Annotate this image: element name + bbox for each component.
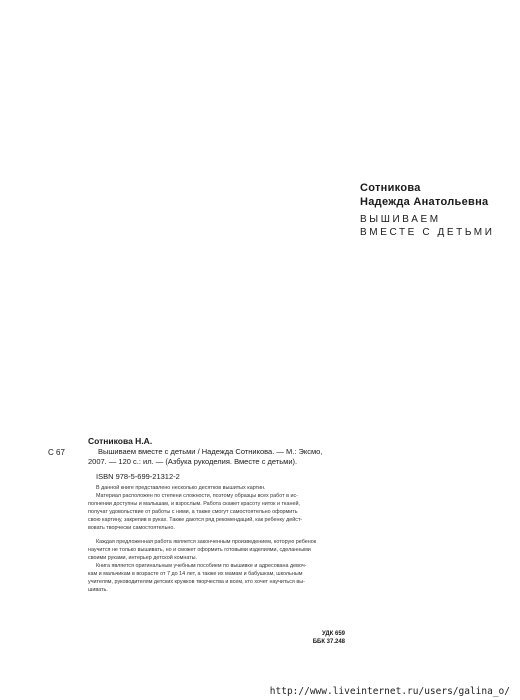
annotation-line: своими руками, интерьер детской комнаты. — [88, 555, 198, 561]
annotation-line: учителям, руководителям детских кружков творчества и всем, кто хочет научиться вы- — [88, 579, 305, 585]
annotation-line: вовать творчески самостоятельно. — [88, 525, 175, 531]
book-title-line-2: ВМЕСТЕ С ДЕТЬМИ — [360, 227, 495, 238]
watermark-url: http://www.liveinternet.ru/users/galina_o/ — [269, 686, 510, 697]
annotation-line: Книга является оригинальным учебным пособием по вышивке и адресована девоч- — [96, 563, 307, 569]
annotation-line: свою картину, закрепив в руках. Также даются ряд рекомендаций, как ребенку дейст- — [88, 517, 303, 523]
annotation-line: шивать. — [88, 587, 108, 593]
bibliographic-author: Сотникова Н.А. — [88, 436, 153, 446]
annotation-line: Материал расположен по степени сложности, поэтому образцы всех работ в ис- — [96, 493, 298, 499]
annotation-line: научится не только вышивать, но и сможет оформить готовыми изделиями, сделанными — [88, 547, 311, 553]
book-title-line-1: ВЫШИВАЕМ — [360, 214, 441, 225]
classification-codes — [303, 630, 345, 646]
isbn: ISBN 978-5-699-21312-2 — [96, 472, 180, 481]
annotation — [88, 484, 356, 594]
bibliographic-record — [88, 436, 353, 467]
bibliographic-line: Вышиваем вместе с детьми / Надежда Сотникова. — М.: Эксмо, — [98, 447, 323, 456]
author-surname: Сотникова — [360, 182, 421, 194]
book-title — [360, 213, 495, 239]
annotation-line: В данной книге представлено несколько десятков вышитых картин. — [96, 485, 266, 491]
annotation-line: кам и мальчикам в возрасте от 7 до 14 лет, а также их мамам и бабушкам, школьным — [88, 571, 303, 577]
author-given-names: Надежда Анатольевна — [360, 196, 489, 208]
author-block — [360, 181, 510, 209]
annotation-line: получат удовольствие от работы с ними, а также смогут самостоятельно оформить — [88, 509, 298, 515]
bibliographic-line: 2007. — 120 с.: ил. — (Азбука рукоделия. Вместе с детьми). — [88, 457, 298, 466]
bbk-code: ББК 37.248 — [312, 639, 345, 645]
catalog-code: С 67 — [48, 448, 65, 457]
udk-code: УДК 659 — [321, 631, 345, 637]
annotation-line: полнении доступны и малышам, и взрослым. Работа скажет красоту ниток и тканей, — [88, 501, 300, 507]
annotation-line: Каждая предложенная работа является законченным произведением, которую ребенок — [96, 539, 317, 545]
